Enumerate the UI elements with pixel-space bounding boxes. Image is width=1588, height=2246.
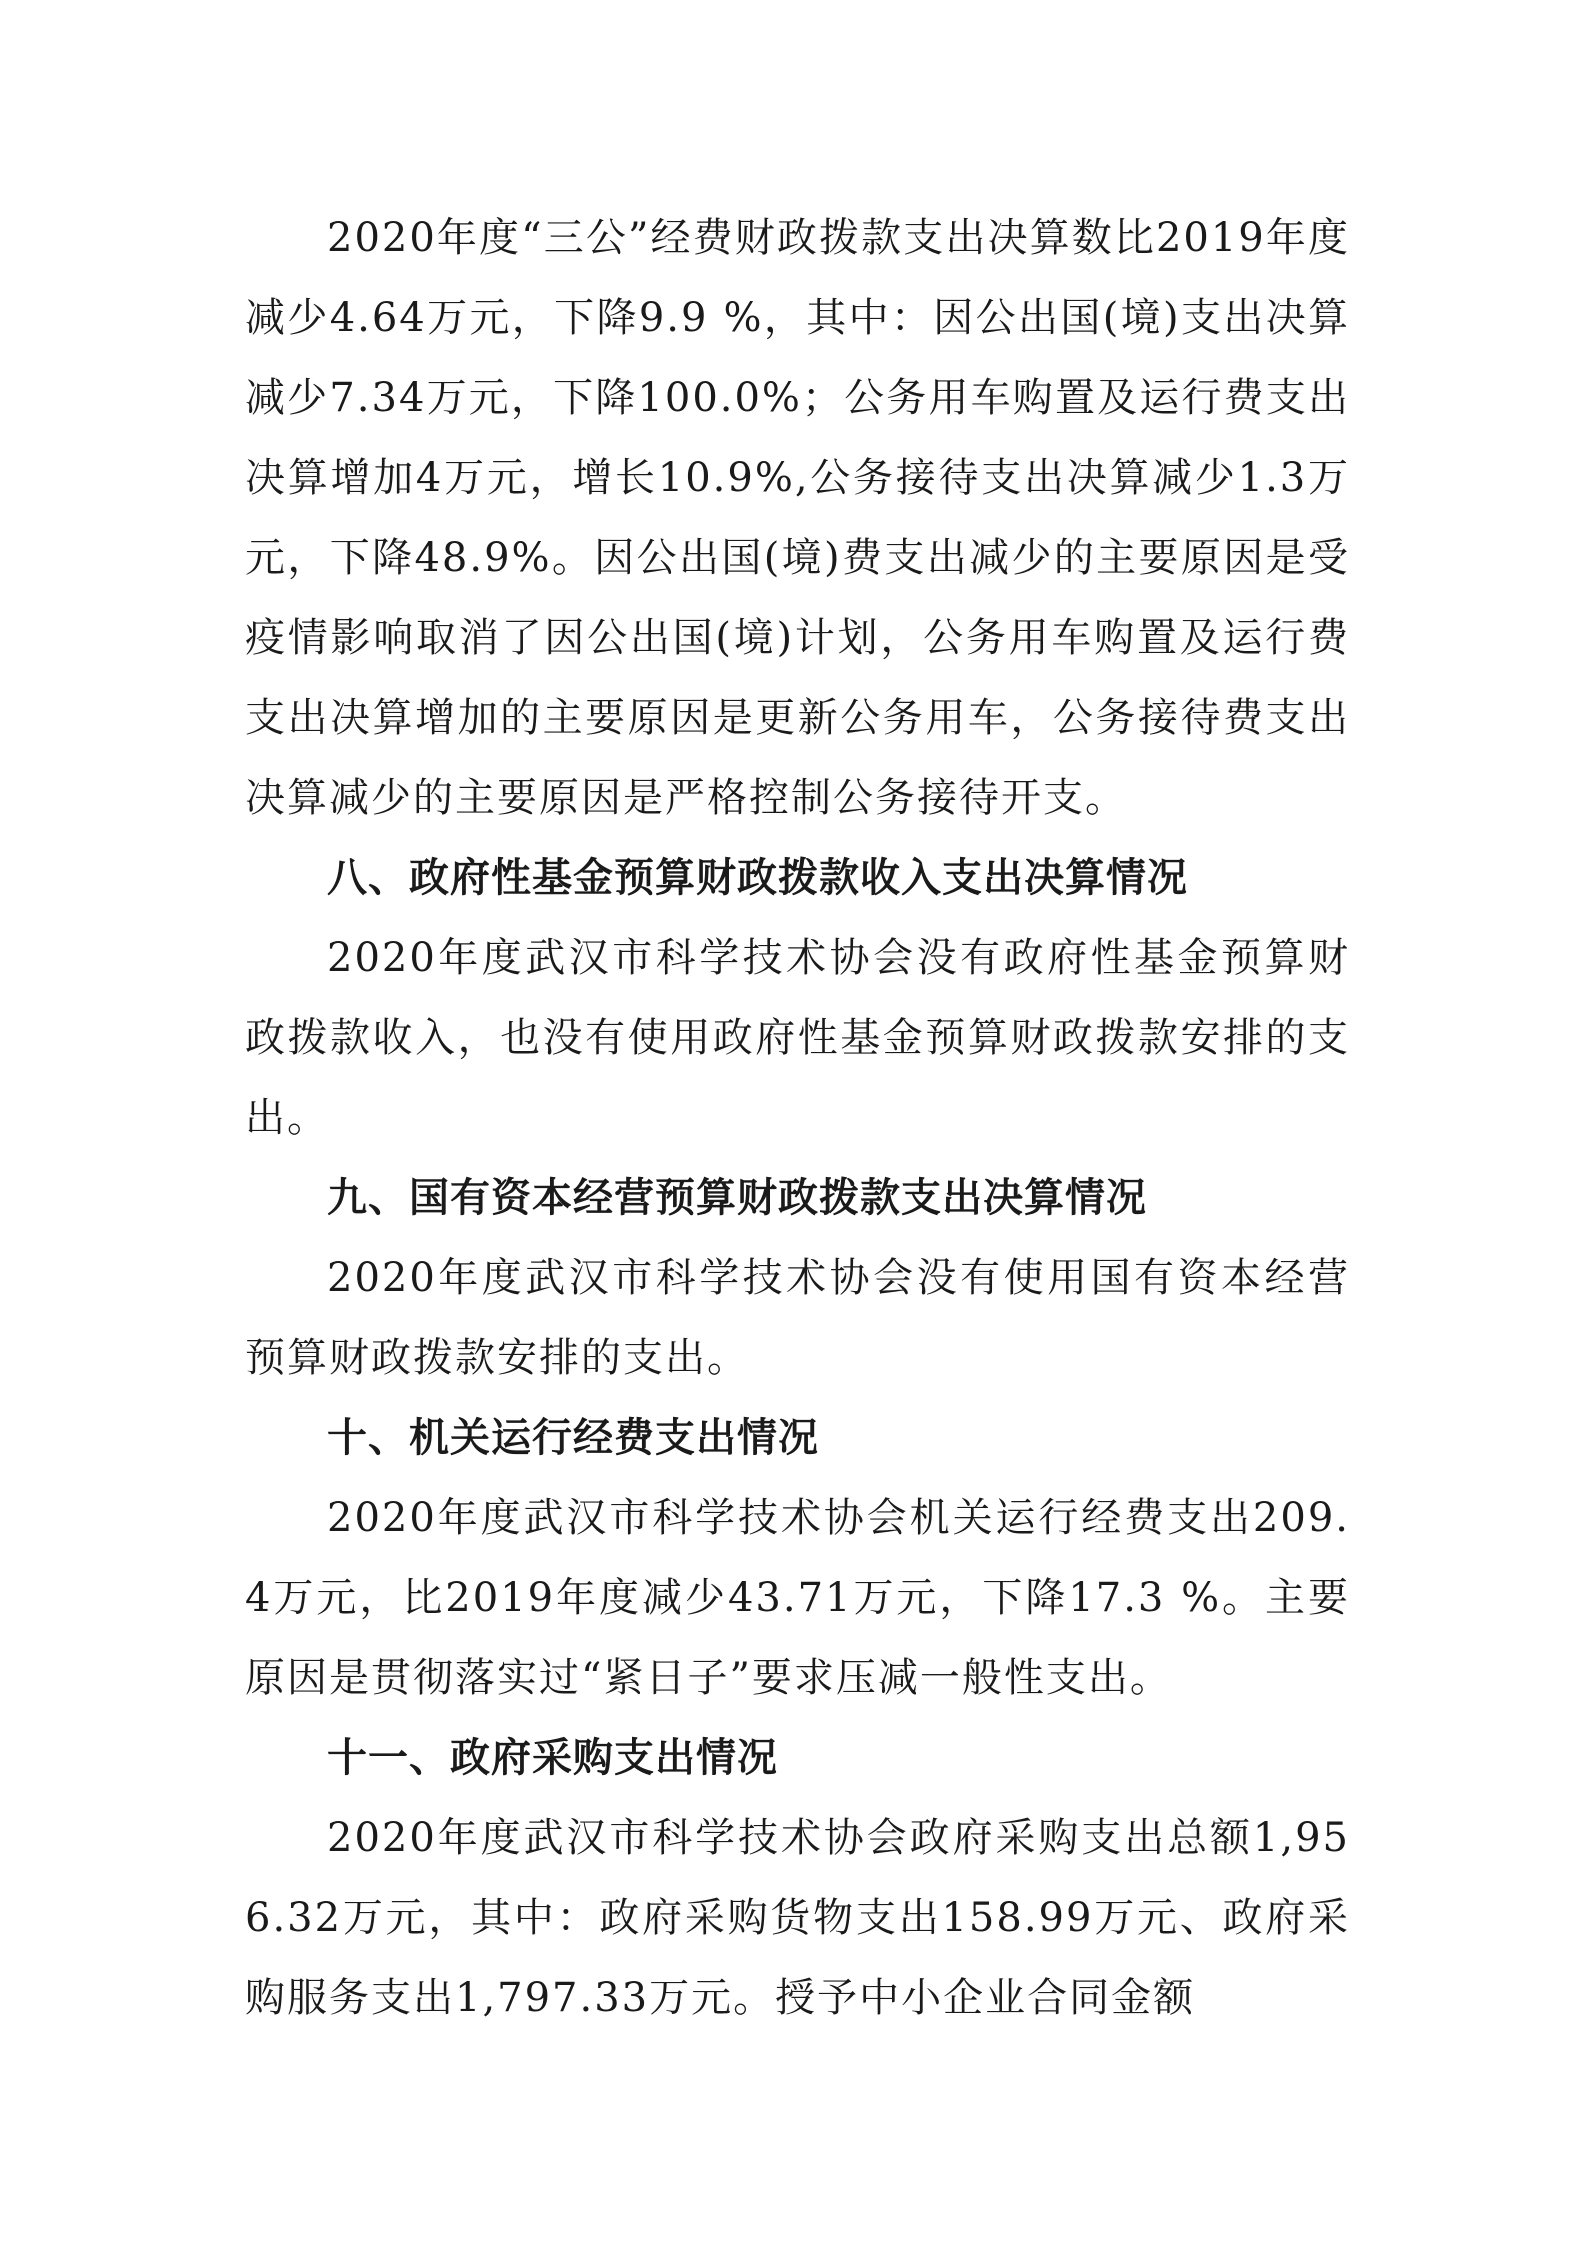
section-11-paragraph: 2020年度武汉市科学技术协会政府采购支出总额1,956.32万元，其中：政府采购货物支出158.99万元、政府采购服务支出1,797.33万元。授予中小企业合同金额 (245, 1815, 1350, 2021)
section-8-heading: 八、政府性基金预算财政拨款收入支出决算情况 (327, 855, 1188, 901)
sanggong-expense-paragraph: 2020年度“三公”经费财政拨款支出决算数比2019年度减少4.64万元，下降9.9 %，其中：因公出国(境)支出决算减少7.34万元，下降100.0%；公务用车购置及运行费支出决算增加4万元，增长10.9%,公务接待支出决算减少1.3万元，下降48.9%。因公出国(境)费支出减少的主要原因是受疫情影响取消了因公出国(境)计划，公务用车购置及运行费支出决算增加的主要原因是更新公务用车，公务接待费支出决算减少的主要原因是严格控制公务接待开支。 (245, 215, 1350, 821)
document-page (245, 198, 1350, 2038)
section-10-heading: 十、机关运行经费支出情况 (327, 1415, 819, 1461)
section-10-paragraph: 2020年度武汉市科学技术协会机关运行经费支出209.4万元，比2019年度减少43.71万元，下降17.3 %。主要原因是贯彻落实过“紧日子”要求压减一般性支出。 (245, 1495, 1350, 1701)
section-11-heading: 十一、政府采购支出情况 (327, 1735, 778, 1781)
section-9-paragraph: 2020年度武汉市科学技术协会没有使用国有资本经营预算财政拨款安排的支出。 (245, 1255, 1350, 1381)
section-8-paragraph: 2020年度武汉市科学技术协会没有政府性基金预算财政拨款收入，也没有使用政府性基金预算财政拨款安排的支出。 (245, 935, 1350, 1141)
section-9-heading: 九、国有资本经营预算财政拨款支出决算情况 (327, 1175, 1147, 1221)
